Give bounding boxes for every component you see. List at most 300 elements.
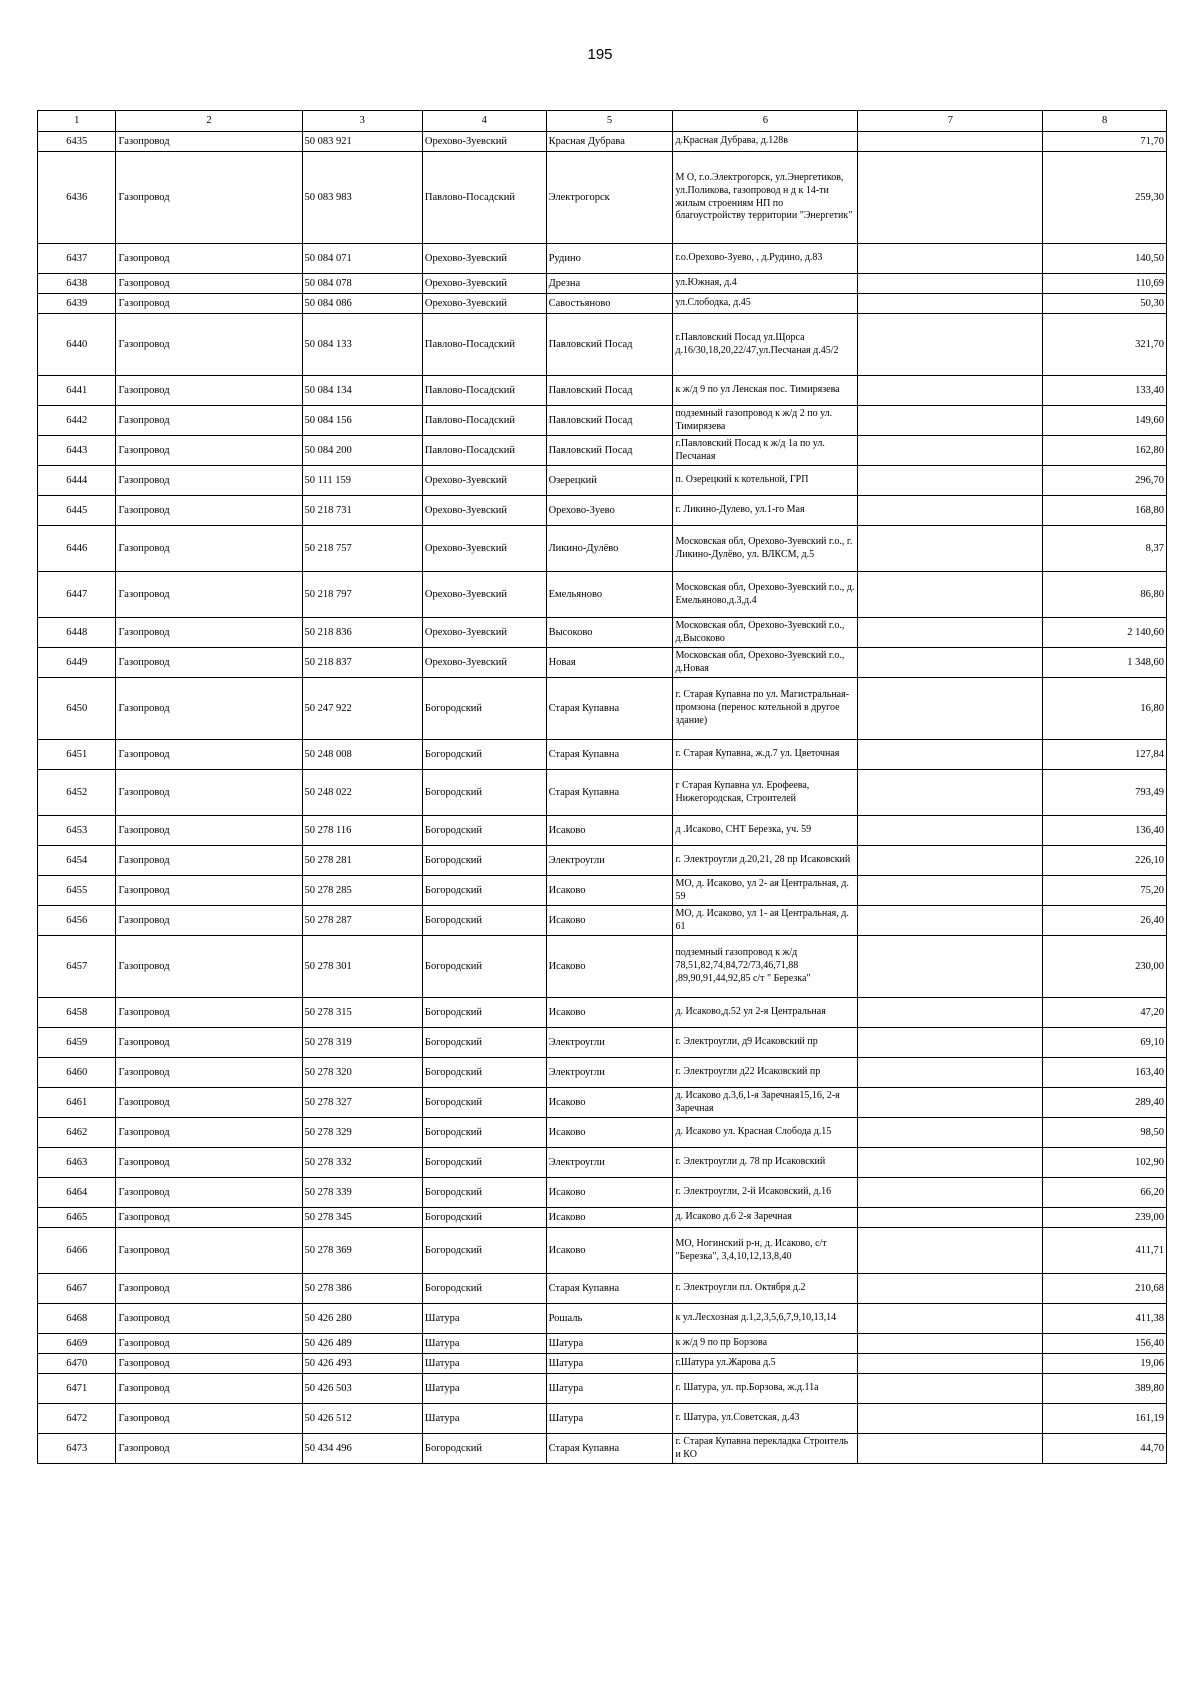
column-header: 4 <box>422 111 546 132</box>
object-code-cell: 50 218 797 <box>302 572 422 618</box>
row-number-cell: 6454 <box>38 846 116 876</box>
locality-cell: Рошаль <box>546 1304 673 1334</box>
row-number-cell: 6464 <box>38 1178 116 1208</box>
locality-cell: Исаково <box>546 1208 673 1228</box>
value-cell: 411,38 <box>1043 1304 1167 1334</box>
district-cell: Орехово-Зуевский <box>422 294 546 314</box>
value-cell: 102,90 <box>1043 1148 1167 1178</box>
address-cell: д .Исаково, СНТ Березка, уч. 59 <box>673 816 858 846</box>
column-header: 2 <box>116 111 302 132</box>
district-cell: Богородский <box>422 678 546 740</box>
object-code-cell: 50 426 512 <box>302 1404 422 1434</box>
column-header: 7 <box>858 111 1043 132</box>
locality-cell: Ликино-Дулёво <box>546 526 673 572</box>
object-type-cell: Газопровод <box>116 876 302 906</box>
locality-cell: Новая <box>546 648 673 678</box>
address-cell: М О, г.о.Электрогорск, ул.Энергетиков, ул.Поликова, газопровод н д к 14-ти жилым строениям НП по благоустройству территории "Энергетик" <box>673 152 858 244</box>
address-cell: г.Павловский Посад к ж/д 1а по ул. Песчаная <box>673 436 858 466</box>
object-type-cell: Газопровод <box>116 678 302 740</box>
object-type-cell: Газопровод <box>116 1118 302 1148</box>
district-cell: Шатура <box>422 1304 546 1334</box>
address-cell: Московская обл, Орехово-Зуевский г.о., д. Емельяново,д.3,д.4 <box>673 572 858 618</box>
object-code-cell: 50 434 496 <box>302 1434 422 1464</box>
value-cell: 26,40 <box>1043 906 1167 936</box>
district-cell: Шатура <box>422 1334 546 1354</box>
locality-cell: Высоково <box>546 618 673 648</box>
address-cell: г Старая Купавна ул. Ерофеева, Нижегородская, Строителей <box>673 770 858 816</box>
district-cell: Павлово-Посадский <box>422 152 546 244</box>
object-code-cell: 50 218 757 <box>302 526 422 572</box>
column-7-cell <box>858 1088 1043 1118</box>
row-number-cell: 6462 <box>38 1118 116 1148</box>
object-type-cell: Газопровод <box>116 740 302 770</box>
value-cell: 163,40 <box>1043 1058 1167 1088</box>
object-type-cell: Газопровод <box>116 376 302 406</box>
value-cell: 75,20 <box>1043 876 1167 906</box>
row-number-cell: 6444 <box>38 466 116 496</box>
district-cell: Богородский <box>422 1148 546 1178</box>
locality-cell: Павловский Посад <box>546 376 673 406</box>
row-number-cell: 6452 <box>38 770 116 816</box>
column-7-cell <box>858 998 1043 1028</box>
object-code-cell: 50 248 008 <box>302 740 422 770</box>
row-number-cell: 6436 <box>38 152 116 244</box>
district-cell: Богородский <box>422 1274 546 1304</box>
column-7-cell <box>858 1434 1043 1464</box>
address-cell: д.Красная Дубрава, д.128в <box>673 132 858 152</box>
object-type-cell: Газопровод <box>116 846 302 876</box>
object-code-cell: 50 083 983 <box>302 152 422 244</box>
table-header <box>38 111 1167 132</box>
object-type-cell: Газопровод <box>116 1208 302 1228</box>
column-7-cell <box>858 436 1043 466</box>
column-7-cell <box>858 1354 1043 1374</box>
district-cell: Богородский <box>422 1178 546 1208</box>
district-cell: Орехово-Зуевский <box>422 572 546 618</box>
table-row <box>38 152 1167 244</box>
row-number-cell: 6441 <box>38 376 116 406</box>
object-type-cell: Газопровод <box>116 1404 302 1434</box>
object-code-cell: 50 426 280 <box>302 1304 422 1334</box>
object-code-cell: 50 248 022 <box>302 770 422 816</box>
column-7-cell <box>858 1208 1043 1228</box>
table-row <box>38 1274 1167 1304</box>
column-7-cell <box>858 466 1043 496</box>
address-cell: г. Электроугли пл. Октября д.2 <box>673 1274 858 1304</box>
address-cell: к ж/д 9 по пр Борзова <box>673 1334 858 1354</box>
value-cell: 50,30 <box>1043 294 1167 314</box>
value-cell: 411,71 <box>1043 1228 1167 1274</box>
row-number-cell: 6469 <box>38 1334 116 1354</box>
locality-cell: Шатура <box>546 1374 673 1404</box>
value-cell: 140,50 <box>1043 244 1167 274</box>
district-cell: Орехово-Зуевский <box>422 526 546 572</box>
row-number-cell: 6447 <box>38 572 116 618</box>
district-cell: Орехово-Зуевский <box>422 244 546 274</box>
object-type-cell: Газопровод <box>116 572 302 618</box>
object-code-cell: 50 084 133 <box>302 314 422 376</box>
locality-cell: Шатура <box>546 1334 673 1354</box>
column-7-cell <box>858 132 1043 152</box>
column-7-cell <box>858 648 1043 678</box>
value-cell: 8,37 <box>1043 526 1167 572</box>
district-cell: Орехово-Зуевский <box>422 274 546 294</box>
object-code-cell: 50 426 493 <box>302 1354 422 1374</box>
column-7-cell <box>858 1148 1043 1178</box>
object-type-cell: Газопровод <box>116 1304 302 1334</box>
value-cell: 44,70 <box>1043 1434 1167 1464</box>
header-row <box>38 111 1167 132</box>
object-type-cell: Газопровод <box>116 132 302 152</box>
district-cell: Шатура <box>422 1404 546 1434</box>
table-row <box>38 294 1167 314</box>
object-type-cell: Газопровод <box>116 648 302 678</box>
address-cell: г.Шатура ул.Жарова д.5 <box>673 1354 858 1374</box>
table-row <box>38 436 1167 466</box>
page-number: 195 <box>587 46 613 63</box>
address-cell: д. Исаково,д.52 ул 2-я Центральная <box>673 998 858 1028</box>
column-7-cell <box>858 740 1043 770</box>
district-cell: Богородский <box>422 998 546 1028</box>
address-cell: МО, д. Исаково, ул 2- ая Центральная, д. 59 <box>673 876 858 906</box>
value-cell: 161,19 <box>1043 1404 1167 1434</box>
table-row <box>38 770 1167 816</box>
value-cell: 156,40 <box>1043 1334 1167 1354</box>
table-row <box>38 846 1167 876</box>
row-number-cell: 6448 <box>38 618 116 648</box>
value-cell: 69,10 <box>1043 1028 1167 1058</box>
address-cell: к ул.Лесхозная д.1,2,3,5,6,7,9,10,13,14 <box>673 1304 858 1334</box>
table-row <box>38 572 1167 618</box>
table-row <box>38 244 1167 274</box>
address-cell: г. Старая Купавна, ж.д.7 ул. Цветочная <box>673 740 858 770</box>
column-7-cell <box>858 572 1043 618</box>
value-cell: 71,70 <box>1043 132 1167 152</box>
table-row <box>38 816 1167 846</box>
locality-cell: Исаково <box>546 816 673 846</box>
object-type-cell: Газопровод <box>116 314 302 376</box>
column-7-cell <box>858 294 1043 314</box>
column-7-cell <box>858 1304 1043 1334</box>
object-type-cell: Газопровод <box>116 998 302 1028</box>
locality-cell: Емельяново <box>546 572 673 618</box>
object-code-cell: 50 218 837 <box>302 648 422 678</box>
locality-cell: Электроугли <box>546 846 673 876</box>
address-cell: Московская обл, Орехово-Зуевский г.о., д.Новая <box>673 648 858 678</box>
row-number-cell: 6442 <box>38 406 116 436</box>
address-cell: г. Шатура, ул.Советская, д.43 <box>673 1404 858 1434</box>
table-row <box>38 1148 1167 1178</box>
object-type-cell: Газопровод <box>116 496 302 526</box>
table-row <box>38 1088 1167 1118</box>
object-code-cell: 50 278 320 <box>302 1058 422 1088</box>
locality-cell: Красная Дубрава <box>546 132 673 152</box>
value-cell: 2 140,60 <box>1043 618 1167 648</box>
row-number-cell: 6467 <box>38 1274 116 1304</box>
row-number-cell: 6470 <box>38 1354 116 1374</box>
row-number-cell: 6463 <box>38 1148 116 1178</box>
object-type-cell: Газопровод <box>116 466 302 496</box>
address-cell: Московская обл, Орехово-Зуевский г.о., д.Высоково <box>673 618 858 648</box>
object-code-cell: 50 278 332 <box>302 1148 422 1178</box>
locality-cell: Исаково <box>546 936 673 998</box>
row-number-cell: 6468 <box>38 1304 116 1334</box>
column-7-cell <box>858 816 1043 846</box>
address-cell: подземный газопровод к ж/д 78,51,82,74,84,72/73,46,71,88 ,89,90,91,44,92,85 с/т " Березка" <box>673 936 858 998</box>
object-code-cell: 50 111 159 <box>302 466 422 496</box>
table-row <box>38 648 1167 678</box>
district-cell: Богородский <box>422 816 546 846</box>
column-7-cell <box>858 618 1043 648</box>
object-code-cell: 50 218 836 <box>302 618 422 648</box>
value-cell: 230,00 <box>1043 936 1167 998</box>
column-7-cell <box>858 846 1043 876</box>
object-type-cell: Газопровод <box>116 526 302 572</box>
district-cell: Богородский <box>422 846 546 876</box>
district-cell: Богородский <box>422 740 546 770</box>
district-cell: Шатура <box>422 1354 546 1374</box>
address-cell: г. Электроугли д. 78 пр Исаковский <box>673 1148 858 1178</box>
row-number-cell: 6435 <box>38 132 116 152</box>
table-row <box>38 1304 1167 1334</box>
row-number-cell: 6472 <box>38 1404 116 1434</box>
object-type-cell: Газопровод <box>116 1178 302 1208</box>
district-cell: Павлово-Посадский <box>422 376 546 406</box>
row-number-cell: 6471 <box>38 1374 116 1404</box>
row-number-cell: 6466 <box>38 1228 116 1274</box>
table-row <box>38 1178 1167 1208</box>
table-row <box>38 906 1167 936</box>
address-cell: г.Павловский Посад ул.Щорса д.16/30,18,20,22/47,ул.Песчаная д.45/2 <box>673 314 858 376</box>
table-row <box>38 496 1167 526</box>
row-number-cell: 6456 <box>38 906 116 936</box>
locality-cell: Павловский Посад <box>546 436 673 466</box>
column-7-cell <box>858 936 1043 998</box>
object-type-cell: Газопровод <box>116 936 302 998</box>
address-cell: г. Старая Купавна по ул. Магистральная-промзона (перенос котельной в другое здание) <box>673 678 858 740</box>
column-7-cell <box>858 1228 1043 1274</box>
object-code-cell: 50 278 339 <box>302 1178 422 1208</box>
object-code-cell: 50 278 285 <box>302 876 422 906</box>
locality-cell: Павловский Посад <box>546 406 673 436</box>
column-header: 5 <box>546 111 673 132</box>
value-cell: 127,84 <box>1043 740 1167 770</box>
row-number-cell: 6459 <box>38 1028 116 1058</box>
row-number-cell: 6450 <box>38 678 116 740</box>
table-row <box>38 1228 1167 1274</box>
value-cell: 226,10 <box>1043 846 1167 876</box>
value-cell: 210,68 <box>1043 1274 1167 1304</box>
object-code-cell: 50 278 327 <box>302 1088 422 1118</box>
district-cell: Богородский <box>422 1058 546 1088</box>
object-type-cell: Газопровод <box>116 906 302 936</box>
column-7-cell <box>858 526 1043 572</box>
object-type-cell: Газопровод <box>116 1148 302 1178</box>
address-cell: д. Исаково д.6 2-я Заречная <box>673 1208 858 1228</box>
table-row <box>38 618 1167 648</box>
locality-cell: Шатура <box>546 1354 673 1374</box>
row-number-cell: 6443 <box>38 436 116 466</box>
row-number-cell: 6461 <box>38 1088 116 1118</box>
object-code-cell: 50 426 503 <box>302 1374 422 1404</box>
address-cell: г. Электроугли, д9 Исаковский пр <box>673 1028 858 1058</box>
value-cell: 1 348,60 <box>1043 648 1167 678</box>
locality-cell: Озерецкий <box>546 466 673 496</box>
column-7-cell <box>858 1028 1043 1058</box>
district-cell: Богородский <box>422 876 546 906</box>
locality-cell: Шатура <box>546 1404 673 1434</box>
row-number-cell: 6449 <box>38 648 116 678</box>
value-cell: 98,50 <box>1043 1118 1167 1148</box>
address-cell: г. Электроугли, 2-й Исаковский, д.16 <box>673 1178 858 1208</box>
row-number-cell: 6457 <box>38 936 116 998</box>
locality-cell: Старая Купавна <box>546 770 673 816</box>
district-cell: Орехово-Зуевский <box>422 496 546 526</box>
district-cell: Богородский <box>422 1028 546 1058</box>
column-header: 1 <box>38 111 116 132</box>
district-cell: Богородский <box>422 936 546 998</box>
object-code-cell: 50 218 731 <box>302 496 422 526</box>
table-row <box>38 314 1167 376</box>
row-number-cell: 6446 <box>38 526 116 572</box>
value-cell: 389,80 <box>1043 1374 1167 1404</box>
locality-cell: Исаково <box>546 998 673 1028</box>
column-7-cell <box>858 1274 1043 1304</box>
object-type-cell: Газопровод <box>116 1334 302 1354</box>
locality-cell: Старая Купавна <box>546 740 673 770</box>
district-cell: Орехово-Зуевский <box>422 466 546 496</box>
table-row <box>38 740 1167 770</box>
row-number-cell: 6453 <box>38 816 116 846</box>
column-7-cell <box>858 1374 1043 1404</box>
object-code-cell: 50 278 386 <box>302 1274 422 1304</box>
object-code-cell: 50 084 071 <box>302 244 422 274</box>
column-7-cell <box>858 274 1043 294</box>
locality-cell: Рудино <box>546 244 673 274</box>
object-code-cell: 50 278 301 <box>302 936 422 998</box>
district-cell: Богородский <box>422 770 546 816</box>
object-type-cell: Газопровод <box>116 1434 302 1464</box>
object-code-cell: 50 278 319 <box>302 1028 422 1058</box>
table-row <box>38 406 1167 436</box>
address-cell: МО, д. Исаково, ул 1- ая Центральная, д. 61 <box>673 906 858 936</box>
locality-cell: Савостьяново <box>546 294 673 314</box>
table-row <box>38 1404 1167 1434</box>
value-cell: 793,49 <box>1043 770 1167 816</box>
object-type-cell: Газопровод <box>116 406 302 436</box>
district-cell: Орехово-Зуевский <box>422 648 546 678</box>
object-code-cell: 50 278 287 <box>302 906 422 936</box>
row-number-cell: 6460 <box>38 1058 116 1088</box>
district-cell: Павлово-Посадский <box>422 314 546 376</box>
table-body <box>38 132 1167 1464</box>
column-7-cell <box>858 314 1043 376</box>
table-row <box>38 466 1167 496</box>
column-7-cell <box>858 1118 1043 1148</box>
district-cell: Богородский <box>422 1208 546 1228</box>
object-type-cell: Газопровод <box>116 1088 302 1118</box>
column-7-cell <box>858 1334 1043 1354</box>
address-cell: ул.Слободка, д.45 <box>673 294 858 314</box>
object-type-cell: Газопровод <box>116 1274 302 1304</box>
object-type-cell: Газопровод <box>116 152 302 244</box>
object-code-cell: 50 084 086 <box>302 294 422 314</box>
row-number-cell: 6455 <box>38 876 116 906</box>
value-cell: 19,06 <box>1043 1354 1167 1374</box>
column-7-cell <box>858 496 1043 526</box>
object-code-cell: 50 084 200 <box>302 436 422 466</box>
locality-cell: Электрогорск <box>546 152 673 244</box>
locality-cell: Электроугли <box>546 1148 673 1178</box>
column-7-cell <box>858 1058 1043 1088</box>
value-cell: 239,00 <box>1043 1208 1167 1228</box>
object-code-cell: 50 278 116 <box>302 816 422 846</box>
object-type-cell: Газопровод <box>116 618 302 648</box>
value-cell: 296,70 <box>1043 466 1167 496</box>
value-cell: 133,40 <box>1043 376 1167 406</box>
address-cell: МО, Ногинский р-н, д. Исаково, с/т "Березка", 3,4,10,12,13,8,40 <box>673 1228 858 1274</box>
address-cell: г.о.Орехово-Зуево, , д.Рудино, д.83 <box>673 244 858 274</box>
object-type-cell: Газопровод <box>116 274 302 294</box>
district-cell: Павлово-Посадский <box>422 436 546 466</box>
locality-cell: Исаково <box>546 1088 673 1118</box>
value-cell: 289,40 <box>1043 1088 1167 1118</box>
column-7-cell <box>858 406 1043 436</box>
address-cell: д. Исаково ул. Красная Слобода д.15 <box>673 1118 858 1148</box>
address-cell: г. Ликино-Дулево, ул.1-го Мая <box>673 496 858 526</box>
column-7-cell <box>858 770 1043 816</box>
registry-table <box>37 110 1167 1464</box>
object-code-cell: 50 084 134 <box>302 376 422 406</box>
row-number-cell: 6445 <box>38 496 116 526</box>
row-number-cell: 6451 <box>38 740 116 770</box>
district-cell: Богородский <box>422 1228 546 1274</box>
address-cell: г. Электроугли д.20,21, 28 пр Исаковский <box>673 846 858 876</box>
table-row <box>38 1118 1167 1148</box>
value-cell: 110,69 <box>1043 274 1167 294</box>
table-row <box>38 132 1167 152</box>
address-cell: п. Озерецкий к котельной, ГРП <box>673 466 858 496</box>
locality-cell: Электроугли <box>546 1058 673 1088</box>
locality-cell: Старая Купавна <box>546 1434 673 1464</box>
object-code-cell: 50 278 329 <box>302 1118 422 1148</box>
district-cell: Богородский <box>422 906 546 936</box>
row-number-cell: 6440 <box>38 314 116 376</box>
address-cell: подземный газопровод к ж/д 2 по ул. Тимирязева <box>673 406 858 436</box>
object-code-cell: 50 278 315 <box>302 998 422 1028</box>
table-row <box>38 1374 1167 1404</box>
address-cell: Московская обл, Орехово-Зуевский г.о., г. Ликино-Дулёво, ул. ВЛКСМ, д.5 <box>673 526 858 572</box>
address-cell: г. Старая Купавна перекладка Строитель и КО <box>673 1434 858 1464</box>
object-type-cell: Газопровод <box>116 1374 302 1404</box>
locality-cell: Дрезна <box>546 274 673 294</box>
district-cell: Богородский <box>422 1118 546 1148</box>
locality-cell: Исаково <box>546 876 673 906</box>
row-number-cell: 6458 <box>38 998 116 1028</box>
column-7-cell <box>858 876 1043 906</box>
table-row <box>38 1354 1167 1374</box>
object-code-cell: 50 278 369 <box>302 1228 422 1274</box>
table-row <box>38 1334 1167 1354</box>
object-type-cell: Газопровод <box>116 294 302 314</box>
district-cell: Павлово-Посадский <box>422 406 546 436</box>
locality-cell: Старая Купавна <box>546 678 673 740</box>
table-row <box>38 998 1167 1028</box>
locality-cell: Старая Купавна <box>546 1274 673 1304</box>
value-cell: 149,60 <box>1043 406 1167 436</box>
column-7-cell <box>858 376 1043 406</box>
column-7-cell <box>858 678 1043 740</box>
